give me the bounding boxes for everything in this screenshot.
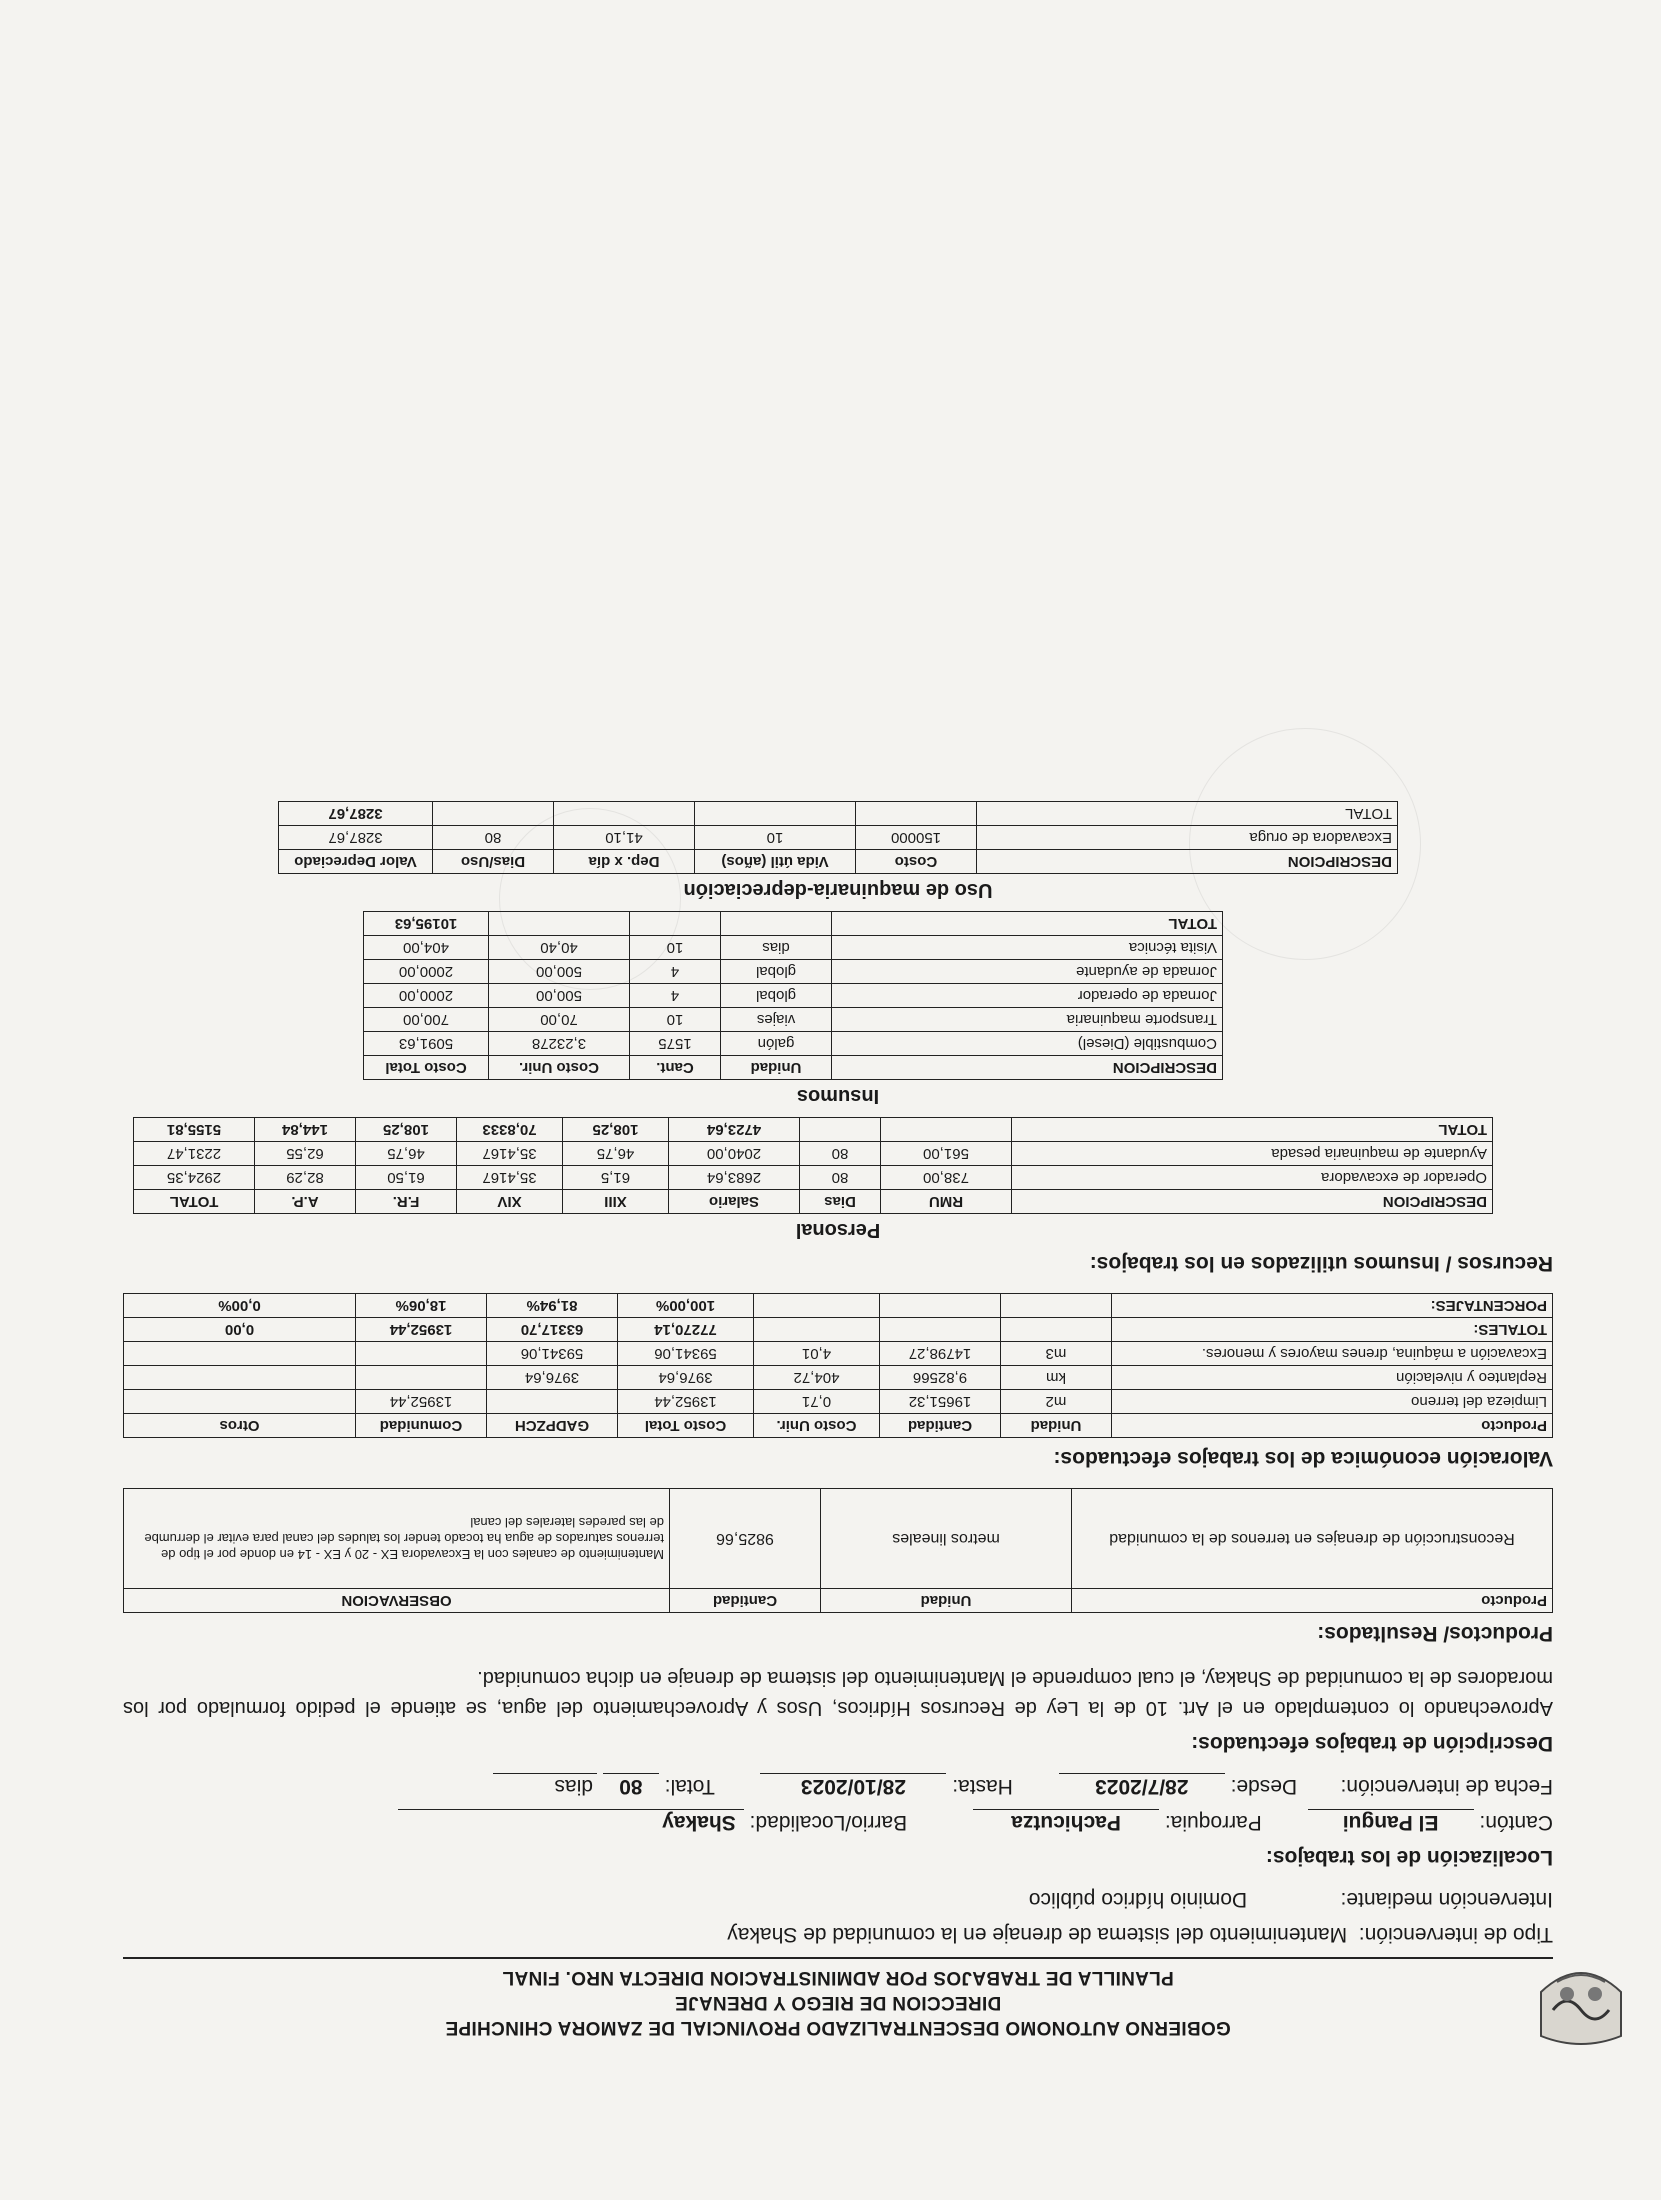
total-days-value: 80 (603, 1773, 659, 1798)
insumos-row (364, 1032, 1223, 1056)
personal-col-rmu: RMU (881, 1190, 1012, 1214)
personal-ap: 62,55 (255, 1142, 356, 1166)
machinery-col-desc: DESCRIPCION (977, 850, 1398, 874)
personal-col-xiii: XIII (563, 1190, 669, 1214)
insumos-total: 2000,00 (364, 984, 489, 1008)
intervention-via-value: Dominio hídrico público (1028, 1888, 1248, 1911)
header-line-2: DIRECCION DE RIEGO Y DRENAJE (674, 1992, 1002, 2013)
machinery-title: Uso de maquinaria-depreciación (683, 879, 993, 901)
valuation-table (123, 1293, 1553, 1438)
insumos-unidad: galón (721, 1032, 832, 1056)
insumos-row (364, 936, 1223, 960)
valuation-pct-row (124, 1294, 1553, 1318)
valuation-col-gadpzch: GADPZCH (487, 1414, 618, 1438)
insumos-total: 404,00 (364, 936, 489, 960)
personal-rmu: 561,00 (881, 1142, 1012, 1166)
valuation-otros (124, 1366, 356, 1390)
insumos-desc: Jornada de ayudante (832, 960, 1223, 984)
insumos-unit: 40,40 (489, 936, 630, 960)
personal-xiii: 61,5 (563, 1166, 669, 1190)
header-line-3: PLANILLA DE TRABAJOS POR ADMINISTRACION DIRECTA NRO. FINAL (502, 1967, 1174, 1988)
personal-total-label: TOTAL (1012, 1118, 1493, 1142)
personal-header-row (134, 1190, 1493, 1214)
personal-total-fr: 108,25 (356, 1118, 457, 1142)
insumos-header-row (364, 1056, 1223, 1080)
insumos-total: 5091,63 (364, 1032, 489, 1056)
valuation-cantidad: 19651,32 (880, 1390, 1001, 1414)
personal-col-ap: A.P. (255, 1190, 356, 1214)
products-table (123, 1488, 1553, 1613)
insumos-row (364, 984, 1223, 1008)
barrio-label: Barrio/Localidad: (749, 1811, 908, 1834)
valuation-costo-unit: 4,01 (754, 1342, 880, 1366)
personal-col-xiv: XIV (457, 1190, 563, 1214)
insumos-unidad: dias (721, 936, 832, 960)
insumos-row (364, 960, 1223, 984)
insumos-cant: 4 (630, 984, 721, 1008)
canton-label: Cantón: (1479, 1811, 1553, 1834)
valuation-gadpzch: 3976,64 (487, 1366, 618, 1390)
header-divider (123, 1957, 1553, 1959)
insumos-unit: 500,00 (489, 984, 630, 1008)
valuation-pct-otros: 0,00% (124, 1294, 356, 1318)
personal-row (134, 1166, 1493, 1190)
machinery-col-vida: Vida útil (años) (695, 850, 856, 874)
products-row (124, 1489, 1553, 1589)
hasta-label: Hasta: (952, 1775, 1013, 1798)
insumos-total: 2000,00 (364, 960, 489, 984)
valuation-col-unidad: Unidad (1001, 1414, 1112, 1438)
page-content (123, 801, 1553, 2040)
valuation-col-comunidad: Comunidad (356, 1414, 487, 1438)
valuation-pct-comunidad: 18,06% (356, 1294, 487, 1318)
insumos-unit: 500,00 (489, 960, 630, 984)
insumos-col-total: Costo Total (364, 1056, 489, 1080)
valuation-producto: Replanteo y nivelación (1112, 1366, 1553, 1390)
insumos-cant: 1575 (630, 1032, 721, 1056)
valuation-unidad: m2 (1001, 1390, 1112, 1414)
personal-desc: Operador de excavadora (1012, 1166, 1493, 1190)
personal-col-salario: Salario (669, 1190, 800, 1214)
personal-dias: 80 (800, 1142, 881, 1166)
machinery-col-dias: Dias/Uso (433, 850, 554, 874)
valuation-costo-unit: 0,71 (754, 1390, 880, 1414)
valuation-row (124, 1342, 1553, 1366)
machinery-header-row (279, 850, 1398, 874)
valuation-row (124, 1390, 1553, 1414)
valuation-costo-unit: 404,72 (754, 1366, 880, 1390)
products-observacion: Mantenimiento de canales con la Excavadora EX - 20 y EX - 14 en donde por el tipo de terrenos saturados de agua ha tocado tender los taludes del canal para evitar el derrumbe de las paredes laterales del canal (124, 1489, 670, 1589)
personal-rmu: 738,00 (881, 1166, 1012, 1190)
valuation-totals-row (124, 1318, 1553, 1342)
valuation-title: Valoración económica de los trabajos efectuados: (1053, 1447, 1553, 1470)
products-unidad: metros lineales (821, 1489, 1072, 1589)
machinery-total-value: 3287,67 (279, 802, 433, 826)
valuation-costo-total: 3976,64 (618, 1366, 754, 1390)
intervention-via-label: Intervención mediante: (1340, 1888, 1553, 1911)
personal-total-row (134, 1118, 1493, 1142)
machinery-costo: 150000 (856, 826, 977, 850)
header-line-1: GOBIERNO AUTONOMO DESCENTRALIZADO PROVINCIAL DE ZAMORA CHINCHIPE (445, 2017, 1231, 2038)
insumos-unit: 70,00 (489, 1008, 630, 1032)
valuation-col-otros: Otros (124, 1414, 356, 1438)
resources-title: Recursos / Insumos utilizados en los trabajos: (1089, 1252, 1553, 1275)
personal-xiv: 35,4167 (457, 1166, 563, 1190)
machinery-row (279, 826, 1398, 850)
description-text: Aprovechando lo contemplado en el Art. 10 de la Ley de Recursos Hídricos, Usos y Aprovechamiento del agua, se atiende el pedido formulado por los moradores de la comunidad de Shakay, el cual comprende el Mantenimiento del sistema de drenaje en dicha comunidad. (123, 1667, 1553, 1719)
machinery-valor: 3287,67 (279, 826, 433, 850)
personal-col-total: TOTAL (134, 1190, 255, 1214)
insumos-cant: 10 (630, 1008, 721, 1032)
valuation-gadpzch (487, 1390, 618, 1414)
total-days-unit: dias (493, 1773, 597, 1798)
valuation-unidad: m3 (1001, 1342, 1112, 1366)
machinery-total-row (279, 802, 1398, 826)
personal-salario: 2683,64 (669, 1166, 800, 1190)
personal-title: Personal (795, 1219, 881, 1241)
insumos-desc: Visita técnica (832, 936, 1223, 960)
dates-row (123, 1773, 1553, 1798)
valuation-total-gadpzch: 63317,70 (487, 1318, 618, 1342)
machinery-desc: Excavadora de oruga (977, 826, 1398, 850)
dates-label: Fecha de intervención: (1340, 1775, 1553, 1798)
provincial-seal-icon (1527, 1954, 1635, 2050)
machinery-col-valor: Valor Depreciado (279, 850, 433, 874)
valuation-pct-costo: 100,00% (618, 1294, 754, 1318)
total-days-label: Total: (664, 1775, 715, 1798)
desde-value: 28/7/2023 (1059, 1773, 1225, 1798)
personal-xiii: 46,75 (563, 1142, 669, 1166)
valuation-gadpzch: 59341,06 (487, 1342, 618, 1366)
valuation-costo-total: 13952,44 (618, 1390, 754, 1414)
valuation-totals-label: TOTALES: (1112, 1318, 1553, 1342)
intervention-type-value: Mantenimiento del sistema de drenaje en la comunidad de Shakay (727, 1923, 1348, 1946)
insumos-cant: 10 (630, 936, 721, 960)
personal-fr: 61,50 (356, 1166, 457, 1190)
intervention-type-label: Tipo de intervención: (1358, 1923, 1553, 1946)
insumos-unidad: global (721, 960, 832, 984)
personal-total-salario: 4723,64 (669, 1118, 800, 1142)
insumos-title: Insumos (796, 1085, 880, 1107)
personal-salario: 2040,00 (669, 1142, 800, 1166)
canton-value: El Pangui (1308, 1809, 1474, 1834)
machinery-col-dep: Dep. x día (554, 850, 695, 874)
valuation-unidad: km (1001, 1366, 1112, 1390)
insumos-row (364, 1008, 1223, 1032)
valuation-cantidad: 14798,27 (880, 1342, 1001, 1366)
products-title: Productos/ Resultados: (1317, 1622, 1553, 1645)
valuation-comunidad (356, 1366, 487, 1390)
insumos-cant: 4 (630, 960, 721, 984)
insumos-desc: Transporte maquinaria (832, 1008, 1223, 1032)
desde-label: Desde: (1230, 1775, 1298, 1798)
products-col-observacion: OBSERVACION (124, 1589, 670, 1613)
insumos-table (363, 911, 1223, 1080)
insumos-col-desc: DESCRIPCION (832, 1056, 1223, 1080)
valuation-total-comunidad: 13952,44 (356, 1318, 487, 1342)
insumos-desc: Combustible (Diesel) (832, 1032, 1223, 1056)
valuation-header-row (124, 1414, 1553, 1438)
valuation-col-costo-total: Costo Total (618, 1414, 754, 1438)
valuation-producto: Limpieza del terreno (1112, 1390, 1553, 1414)
machinery-col-costo: Costo (856, 850, 977, 874)
machinery-dias: 80 (433, 826, 554, 850)
intervention-type-row (123, 1922, 1553, 1946)
valuation-producto: Excavación a máquina, drenes mayores y menores. (1112, 1342, 1553, 1366)
valuation-total-costo: 77270,14 (618, 1318, 754, 1342)
valuation-pct-label: PORCENTAJES: (1112, 1294, 1553, 1318)
machinery-dep: 41,10 (554, 826, 695, 850)
personal-dias: 80 (800, 1166, 881, 1190)
valuation-otros (124, 1390, 356, 1414)
products-cantidad: 9825,66 (670, 1489, 821, 1589)
personal-ap: 82,29 (255, 1166, 356, 1190)
products-col-unidad: Unidad (821, 1589, 1072, 1613)
valuation-cantidad: 9,82566 (880, 1366, 1001, 1390)
valuation-col-producto: Producto (1112, 1414, 1553, 1438)
valuation-total-otros: 0,00 (124, 1318, 356, 1342)
products-header-row (124, 1589, 1553, 1613)
personal-table (133, 1117, 1493, 1214)
valuation-col-cantidad: Cantidad (880, 1414, 1001, 1438)
insumos-total-row (364, 912, 1223, 936)
insumos-total-label: TOTAL (832, 912, 1223, 936)
intervention-via-row (123, 1887, 1553, 1911)
insumos-unit: 3,23278 (489, 1032, 630, 1056)
insumos-total-value: 10195,63 (364, 912, 489, 936)
valuation-comunidad (356, 1342, 487, 1366)
personal-col-dias: Dias (800, 1190, 881, 1214)
valuation-otros (124, 1342, 356, 1366)
personal-xiv: 35,4167 (457, 1142, 563, 1166)
valuation-costo-total: 59341,06 (618, 1342, 754, 1366)
insumos-col-cant: Cant. (630, 1056, 721, 1080)
personal-col-desc: DESCRIPCION (1012, 1190, 1493, 1214)
machinery-total-label: TOTAL (977, 802, 1398, 826)
valuation-comunidad: 13952,44 (356, 1390, 487, 1414)
valuation-row (124, 1366, 1553, 1390)
machinery-vida: 10 (695, 826, 856, 850)
insumos-col-unit: Costo Unir. (489, 1056, 630, 1080)
location-title: Localización de los trabajos: (1265, 1846, 1553, 1869)
personal-col-fr: F.R. (356, 1190, 457, 1214)
valuation-pct-gadpzch: 81,94% (487, 1294, 618, 1318)
insumos-unidad: viajes (721, 1008, 832, 1032)
location-row (123, 1809, 1553, 1834)
personal-total-ap: 144,84 (255, 1118, 356, 1142)
barrio-value: Shakay (398, 1809, 744, 1834)
personal-total-xiv: 70,8333 (457, 1118, 563, 1142)
parroquia-value: Pachicutza (973, 1809, 1159, 1834)
products-producto: Reconstrucción de drenajes en terrenos de la comunidad (1072, 1489, 1553, 1589)
insumos-col-unidad: Unidad (721, 1056, 832, 1080)
personal-total: 2231,47 (134, 1142, 255, 1166)
hasta-value: 28/10/2023 (760, 1773, 946, 1798)
insumos-unidad: global (721, 984, 832, 1008)
description-title: Descripción de trabajos efectuados: (1191, 1732, 1553, 1755)
personal-fr: 46,75 (356, 1142, 457, 1166)
personal-total: 2924,35 (134, 1166, 255, 1190)
parroquia-label: Parroquia: (1164, 1811, 1262, 1834)
personal-row (134, 1142, 1493, 1166)
insumos-total: 700,00 (364, 1008, 489, 1032)
document-header (123, 1965, 1553, 2040)
personal-desc: Ayudante de maquinaria pesada (1012, 1142, 1493, 1166)
products-col-cantidad: Cantidad (670, 1589, 821, 1613)
machinery-table (278, 801, 1398, 874)
personal-total-total: 5155,81 (134, 1118, 255, 1142)
insumos-desc: Jornada de operador (832, 984, 1223, 1008)
products-col-producto: Producto (1072, 1589, 1553, 1613)
valuation-col-costo-unit: Costo Unir. (754, 1414, 880, 1438)
personal-total-xiii: 108,25 (563, 1118, 669, 1142)
